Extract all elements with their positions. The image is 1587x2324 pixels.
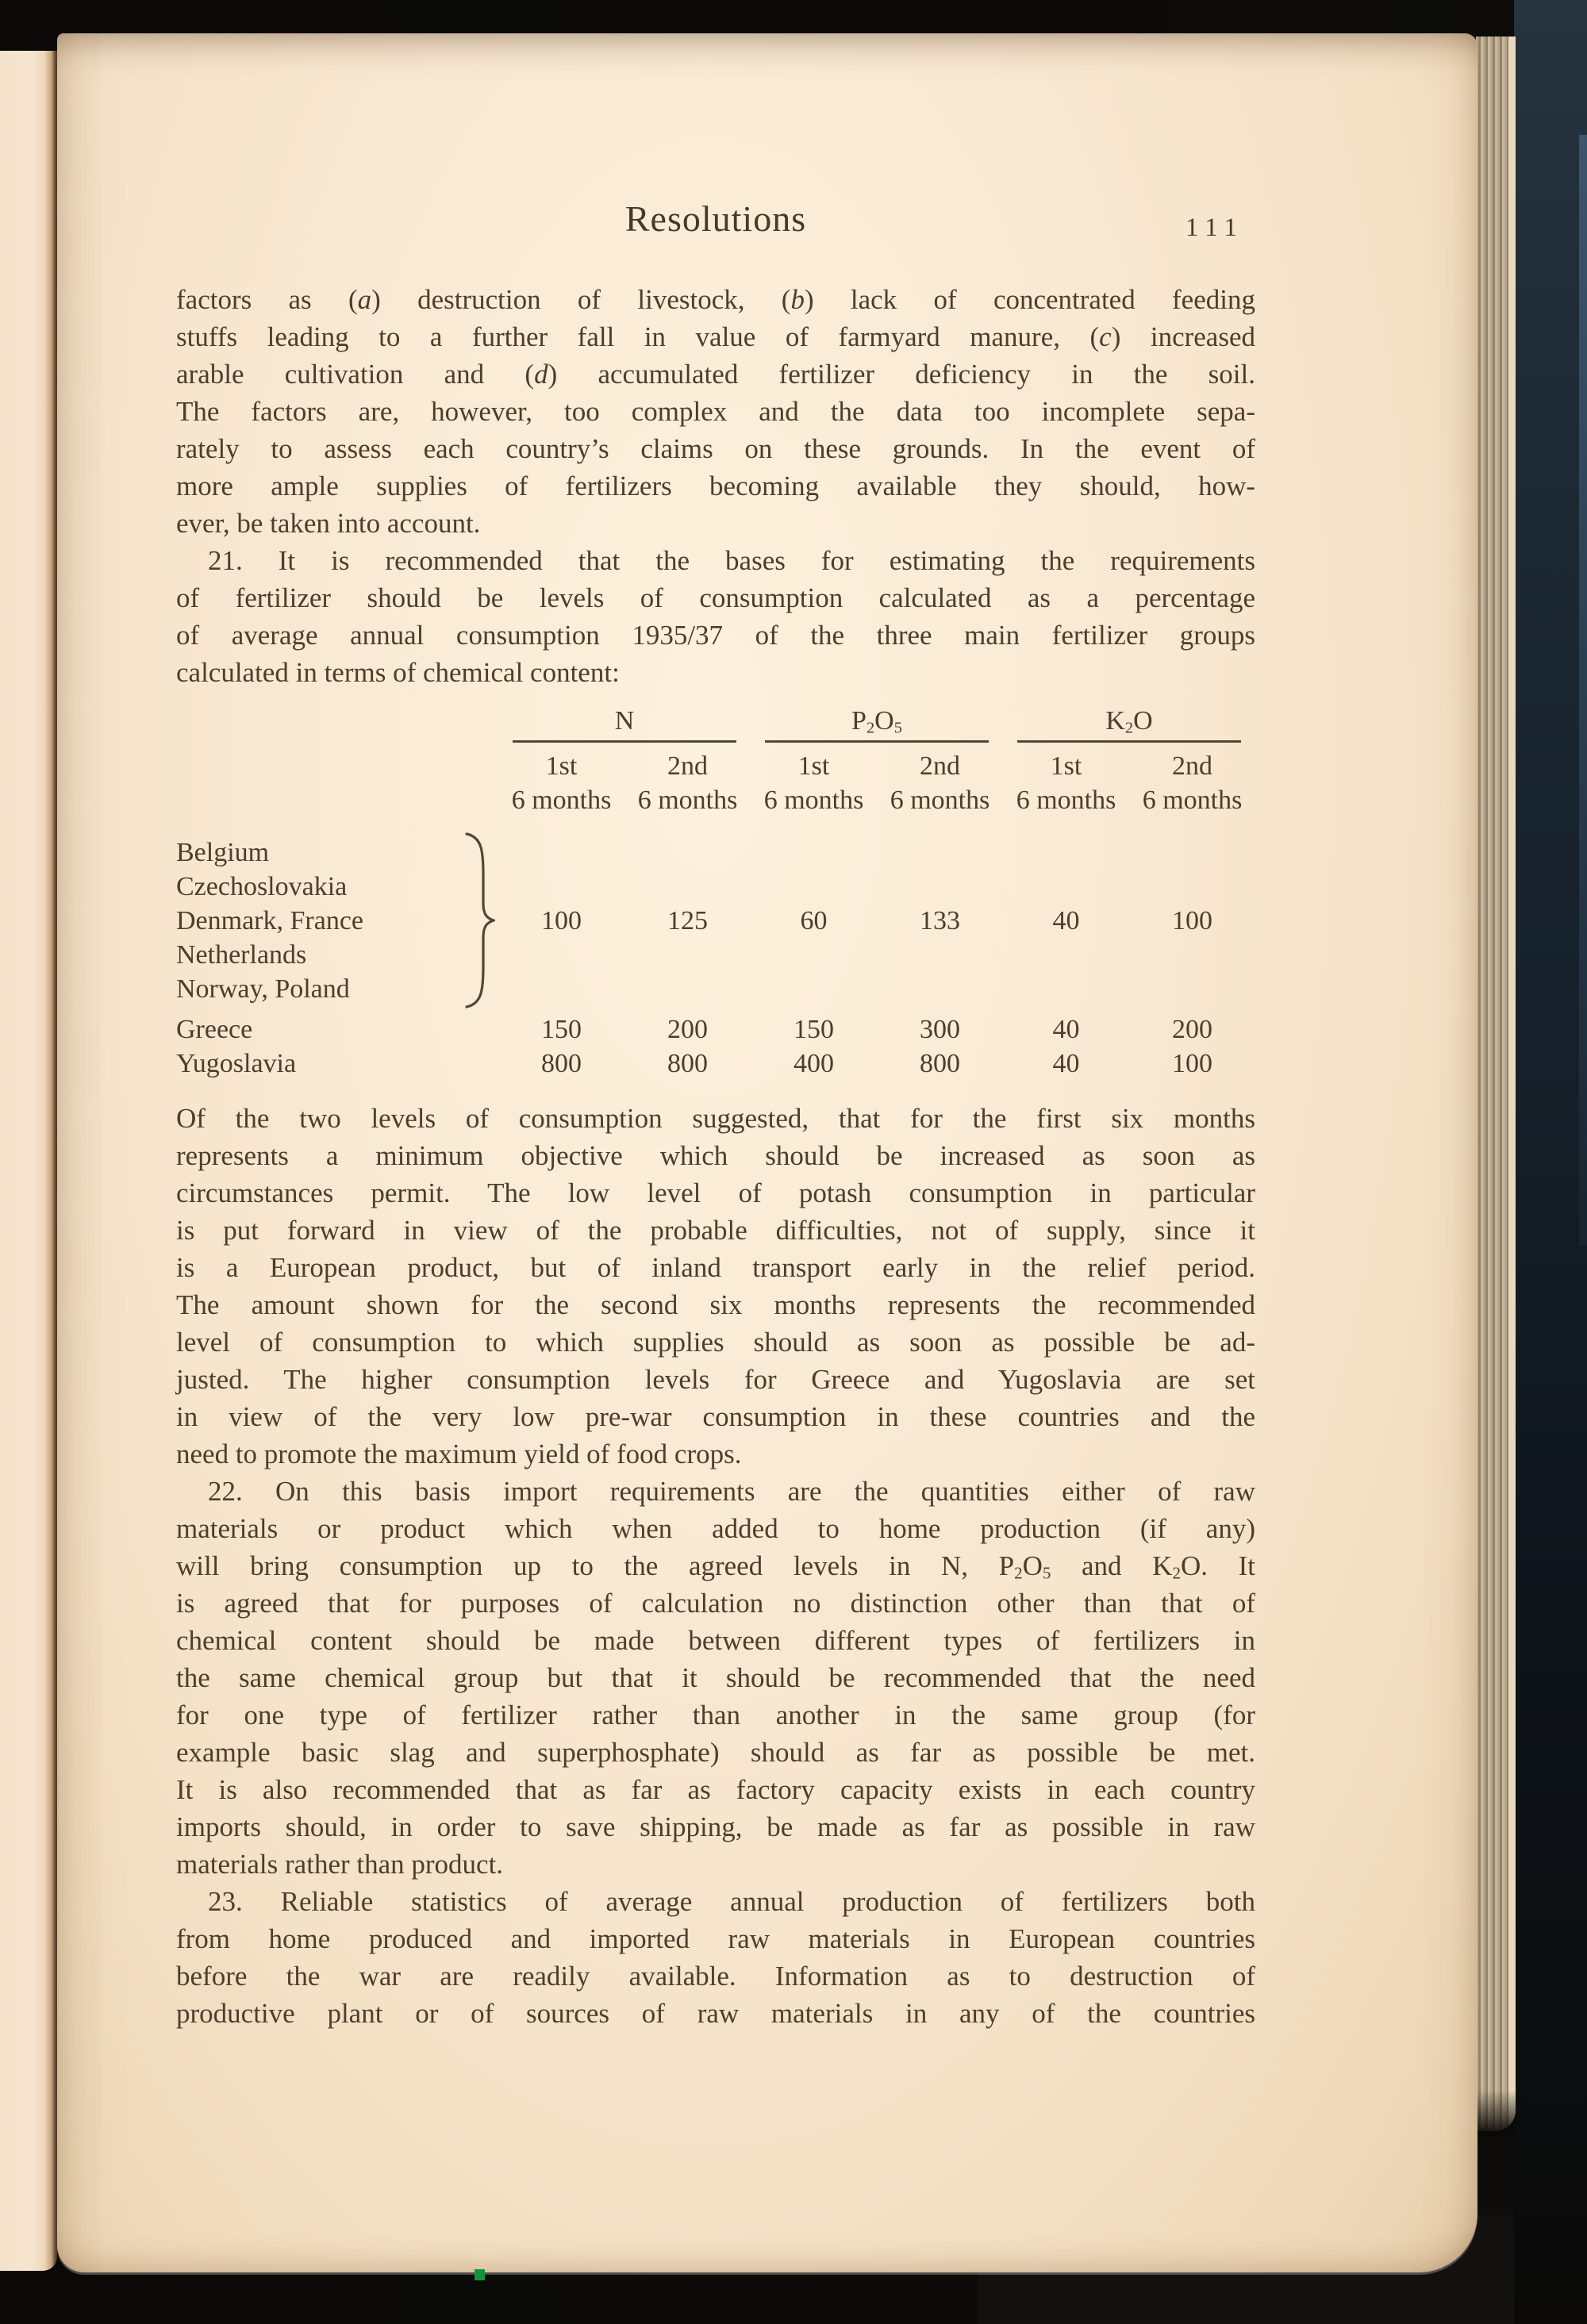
page-content [176,200,1255,2032]
text-line: need to promote the maximum yield of food crops. [176,1439,742,1469]
text-after-table [176,1100,1255,2032]
text-line: the same chemical group but that it should be recommended that the need [176,1662,1255,1693]
paragraph-22 [176,1473,1255,1883]
text-line: before the war are readily available. Information as to destruction of [176,1961,1255,1992]
text-line: 21. It is recommended that the bases for estimating the requirements [208,545,1255,576]
text-line: is agreed that for purposes of calculation no distinction other than that of [176,1588,1255,1619]
table-value: 800 [667,1049,708,1078]
country-label: Greece [176,1015,253,1044]
period-subheader: 6 months [637,786,738,815]
period-header: 2nd [1172,751,1212,781]
table-value: 200 [667,1015,708,1044]
country-label: Norway, Poland [176,974,350,1004]
text-line: of average annual consumption 1935/37 of the three main fertilizer groups [176,620,1255,651]
table-value: 100 [1172,1049,1212,1078]
text-line: is put forward in view of the probable difficulties, not of supply, since it [176,1215,1255,1246]
table-value: 100 [541,905,582,935]
text-line: productive plant or of sources of raw materials in any of the countries [176,1998,1255,2029]
text-line: arable cultivation and (d) accumulated fertilizer deficiency in the soil. [176,359,1255,390]
table-value: 800 [541,1049,582,1078]
running-title: Resolutions [624,198,807,239]
period-header: 1st [1050,751,1082,781]
table-value: 150 [541,1015,582,1044]
country-label: Yugoslavia [176,1049,297,1078]
text-line: 22. On this basis import requirements are the quantities either of raw [208,1476,1255,1507]
row-label [176,1012,460,1047]
scan-artifact-green-square [475,2269,485,2280]
period-subheader: 6 months [763,786,864,815]
table-value: 125 [667,905,708,935]
book-cover-spine [1514,0,1587,2324]
table-value: 150 [794,1015,834,1044]
period-subheader: 6 months [1016,786,1116,815]
table-value: 800 [920,1049,960,1078]
text-line: is a European product, but of inland transport early in the relief period. [176,1252,1255,1283]
text-line: chemical content should be made between different types of fertilizers in [176,1625,1255,1656]
text-line: example basic slag and superphosphate) should as far as possible be met. [176,1737,1255,1768]
text-line: materials rather than product. [176,1849,504,1880]
table-value: 300 [920,1015,960,1044]
text-line: materials or product which when added to home production (if any) [176,1513,1255,1544]
text-before-table [176,281,1255,691]
table-value: 100 [1172,905,1212,935]
book-page [57,33,1477,2272]
text-line: in view of the very low pre-war consumption in these countries and the [176,1401,1255,1432]
text-line: from home produced and imported raw materials in European countries [176,1923,1255,1954]
text-line: 23. Reliable statistics of average annual production of fertilizers both [208,1886,1255,1917]
period-header: 1st [545,751,578,781]
text-line: The amount shown for the second six months represents the recommended [176,1289,1255,1320]
text-line: will bring consumption up to the agreed levels in N, $P_2O_5$ and $K_2O$. It [176,1550,1255,1583]
text-line: of fertilizer should be levels of consumption calculated as a percentage [176,582,1255,613]
period-header: 2nd [920,751,960,781]
group-header-label: N [614,706,635,736]
text-line: level of consumption to which supplies should as soon as possible be ad- [176,1327,1255,1358]
table-group-header [751,704,1003,743]
continuation-paragraph [176,281,1255,542]
table-value: 40 [1052,1049,1080,1078]
row-label [176,1047,460,1081]
group-header-label: $P_2O_5$ [851,706,902,737]
period-header: 1st [797,751,830,781]
text-line: Of the two levels of consumption suggested, that for the first six months [176,1103,1255,1134]
text-line: imports should, in order to save shipping, be made as far as possible in raw [176,1811,1255,1842]
fertilizer-consumption-table [176,704,1255,1081]
period-header: 2nd [667,751,708,781]
table-value: 40 [1052,1015,1080,1044]
group-header-label: $K_2O$ [1105,706,1153,737]
text-line: factors as (a) destruction of livestock, (b) lack of concentrated feeding [176,284,1255,315]
text-line: circumstances permit. The low level of potash consumption in particular [176,1177,1255,1208]
table-value: 60 [800,905,828,935]
brace-icon [460,828,495,1012]
row-label [176,835,460,1006]
facing-page-edge [0,51,57,2271]
text-line: calculated in terms of chemical content: [176,657,620,688]
period-subheader: 6 months [890,786,990,815]
group-brace [460,828,498,1012]
country-label: Belgium [176,837,270,867]
table-value: 400 [794,1049,834,1078]
page-number: 111 [1185,213,1244,242]
table-group-header [498,704,751,743]
period-subheader: 6 months [1142,786,1243,815]
text-line: more ample supplies of fertilizers becoming available they should, how- [176,471,1255,501]
country-label: Denmark, France [176,905,364,935]
table-value: 40 [1052,905,1080,935]
period-subheader: 6 months [511,786,612,815]
consumption-levels-paragraph [176,1100,1255,1473]
table-value: 200 [1172,1015,1212,1044]
text-line: It is also recommended that as far as factory capacity exists in each country [176,1774,1255,1805]
fore-edge-page-stack [1476,36,1516,2131]
page-header [176,200,1255,263]
text-line: stuffs leading to a further fall in value of farmyard manure, (c) increased [176,321,1255,352]
paragraph-23 [176,1883,1255,2032]
text-line: ever, be taken into account. [176,508,481,539]
text-line: justed. The higher consumption levels for Greece and Yugoslavia are set [176,1364,1255,1395]
text-line: rately to assess each country’s claims on these grounds. In the event of [176,433,1255,464]
country-label: Czechoslovakia [176,871,348,901]
paragraph-21 [176,542,1255,691]
table-value: 133 [920,905,960,935]
text-line: The factors are, however, too complex and the data too incomplete sepa- [176,396,1255,427]
text-line: represents a minimum objective which should be increased as soon as [176,1140,1255,1171]
table-group-header [1003,704,1255,743]
text-line: for one type of fertilizer rather than another in the same group (for [176,1700,1255,1731]
country-label: Netherlands [176,939,307,970]
